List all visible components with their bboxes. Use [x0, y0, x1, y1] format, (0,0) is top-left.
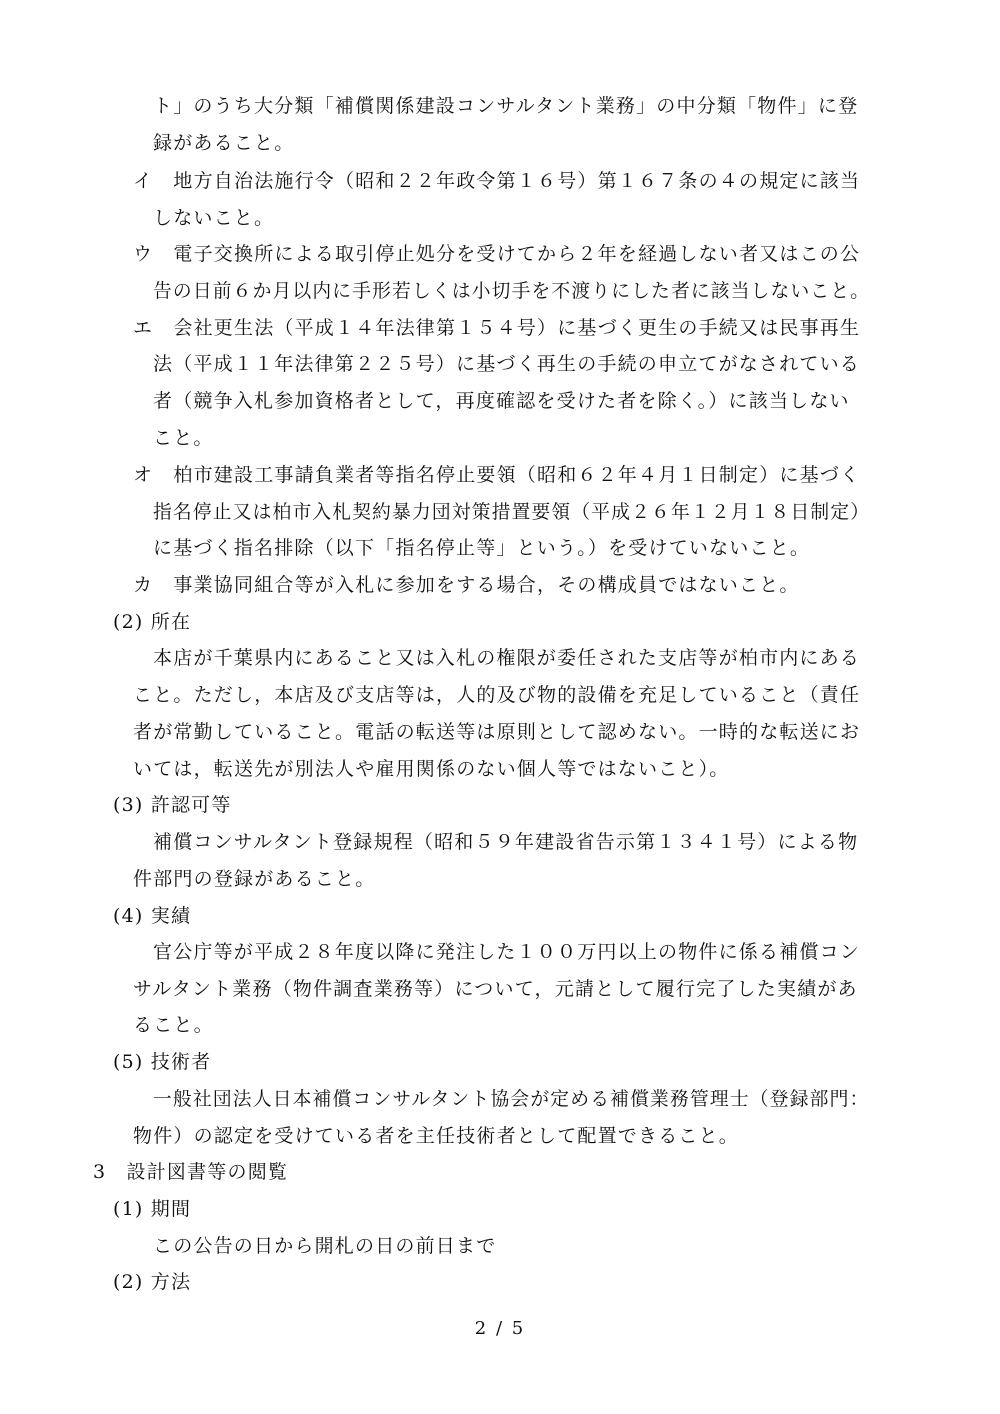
section-heading: (2) 所在: [113, 611, 192, 633]
text-line: 本店が千葉県内にあること又は入札の権限が委任された支店等が柏市内にある: [153, 647, 861, 669]
text-line: しないこと。: [153, 207, 275, 229]
chapter-heading: 3 設計図書等の閲覧: [93, 1161, 289, 1183]
text-line: こと。: [153, 427, 214, 449]
text-line: ト」のうち大分類「補償関係建設コンサルタント業務」の中分類「物件」に登: [153, 95, 859, 117]
text-line: この公告の日から開札の日の前日まで: [153, 1235, 497, 1257]
text-line: 録があること。: [153, 132, 295, 154]
text-line: カ 事業協同組合等が入札に参加をする場合，その構成員ではないこと。: [133, 574, 800, 596]
text-line: 件部門の登録があること。: [133, 868, 376, 890]
text-line: 官公庁等が平成２８年度以降に発注した１００万円以上の物件に係る補償コン: [153, 941, 861, 963]
text-line: 補償コンサルタント登録規程（昭和５９年建設省告示第１３４１号）による物: [153, 831, 859, 853]
section-heading: (4) 実績: [113, 905, 192, 927]
text-line: に基づく指名排除（以下「指名停止等」という。）を受けていないこと。: [153, 537, 811, 559]
text-line: 者（競争入札参加資格者として，再度確認を受けた者を除く。）に該当しない: [153, 390, 850, 412]
text-line: 告の日前６か月以内に手形若しくは小切手を不渡りにした者に該当しないこと。: [153, 280, 871, 302]
text-line: 物件）の認定を受けている者を主任技術者として配置できること。: [133, 1125, 740, 1147]
text-line: 指名停止又は柏市入札契約暴力団対策措置要領（平成２６年１２月１８日制定）: [153, 501, 871, 523]
text-line: オ 柏市建設工事請負業者等指名停止要領（昭和６２年４月１日制定）に基づく: [133, 464, 861, 486]
section-heading: (5) 技術者: [113, 1051, 212, 1073]
text-line: 者が常勤していること。電話の転送等は原則として認めない。一時的な転送にお: [133, 721, 861, 743]
text-line: いては，転送先が別法人や雇用関係のない個人等ではないこと）。: [133, 758, 730, 780]
text-line: ウ 電子交換所による取引停止処分を受けてから２年を経過しない者又はこの公: [133, 243, 861, 265]
text-line: ること。: [133, 1014, 214, 1036]
text-line: エ 会社更生法（平成１４年法律第１５４号）に基づく更生の手続又は民事再生: [133, 317, 861, 339]
section-heading: (2) 方法: [113, 1271, 192, 1293]
section-heading: (3) 許認可等: [113, 794, 232, 816]
text-line: 一般社団法人日本補償コンサルタント協会が定める補償業務管理士（登録部門：: [153, 1088, 870, 1110]
text-line: イ 地方自治法施行令（昭和２２年政令第１６号）第１６７条の４の規定に該当: [133, 170, 861, 192]
text-line: サルタント業務（物件調査業務等）について，元請として履行完了した実績があ: [133, 978, 858, 1000]
section-heading: (1) 期間: [113, 1198, 192, 1220]
page-number: 2 / 5: [474, 1318, 526, 1339]
text-line: こと。ただし，本店及び支店等は，人的及び物的設備を充足していること（責任: [133, 684, 861, 706]
text-line: 法（平成１１年法律第２２５号）に基づく再生の手続の申立てがなされている: [153, 353, 861, 375]
